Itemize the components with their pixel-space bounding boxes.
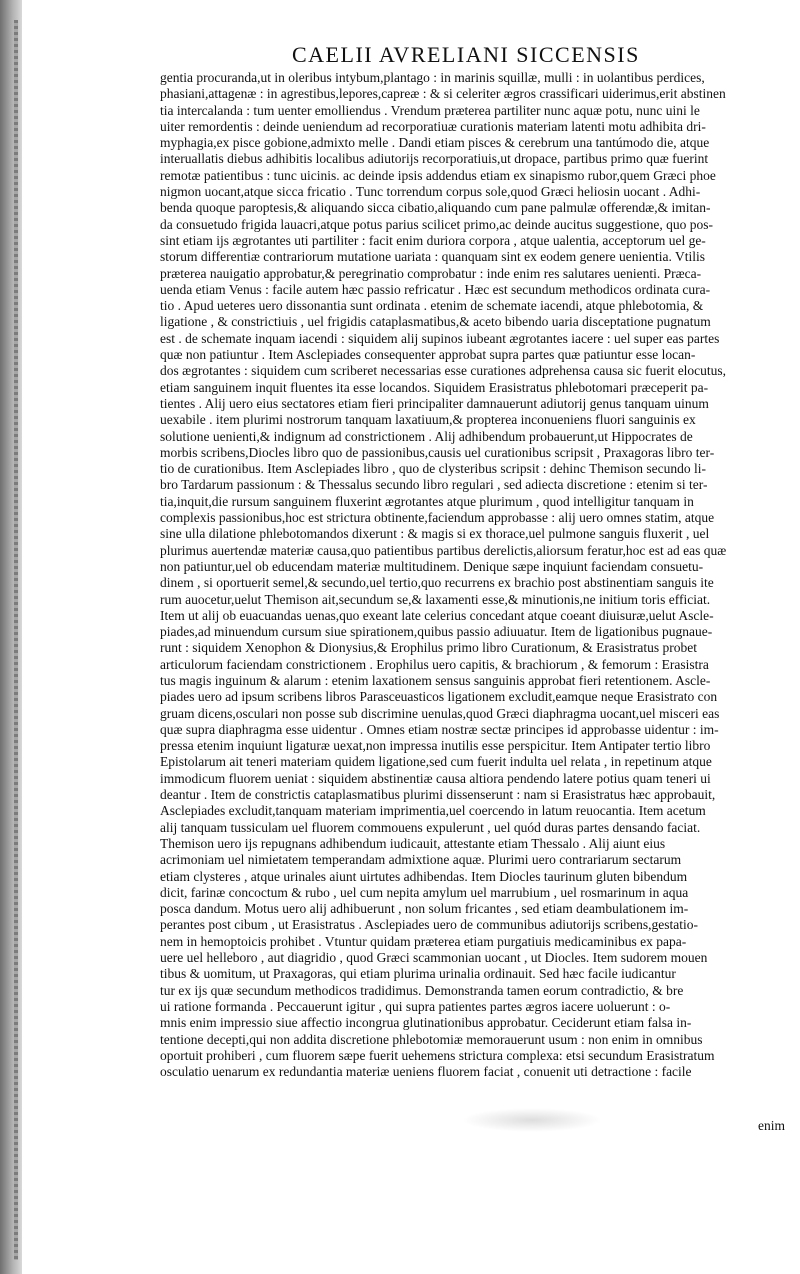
text-line: tibus & uomitum, ut Praxagoras, qui etiam plurima urinalia ordinauit. Sed hæc facile iudicantur — [160, 966, 676, 982]
text-line: morbis scribens,Diocles libro quo de passionibus,causis uel curationibus scripsit , Praxagoras libro ter- — [160, 444, 715, 460]
text-line: dinem , si oportuerit semel,& secundo,uel tertio,quo recurrens ex brachio post abstinentiam sanguis ite — [160, 575, 714, 591]
text-line: storum differentiæ contrariorum mutatione uariata : quanquam sint ex eodem genere uenientia. Vtilis — [160, 249, 705, 265]
text-line: uexabile . item plurimi nostrorum tanquam laxatiuum,& propterea inconueniens fluori sanguinis ex — [160, 412, 696, 428]
text-line: Epistolarum ait teneri materiam quidem ligatione,sed cum fuerit indulta uel relata , in repetinum atque — [160, 754, 712, 770]
text-line: nem in hemoptoicis prohibet . Vtuntur quidam præterea etiam purgatiuis medicaminibus ex papa- — [160, 933, 687, 949]
text-line: deantur . Item de constrictis cataplasmatibus plurimi dissenserunt : nam si Erasistratus hæc approbauit, — [160, 787, 716, 803]
text-line: articulorum faciendam constrictionem . Erophilus uero capitis, & brachiorum , & femorum : Erasistra — [160, 656, 709, 672]
text-line: etiam clysteres , atque urinales aiunt uirtutes adhibendas. Item Diocles taurinum gluten bibendum — [160, 868, 688, 884]
text-line: uenda etiam Venus : facile autem hæc passio refricatur . Hæc est secundum methodicos ordinata cura- — [160, 281, 711, 297]
text-line: tentione decepti,qui non addita discretione phlebotomiæ memorauerunt usum : non enim in omnibus — [160, 1031, 703, 1047]
text-line: acrimoniam uel nimietatem temperandam admixtione aquæ. Plurimi uero contrariarum sectarum — [160, 852, 682, 868]
text-line: præterea nauigatio approbatur,& peregrinatio comprobatur : inde enim res salutares uenienti. Præca- — [160, 265, 702, 281]
text-line: tientes . Alij uero eius sectatores etiam fieri principaliter damnauerunt adiutorij genus tanquam uinum — [160, 395, 709, 411]
text-line: oportuit prohiberi , cum fluorem sæpe fuerit uehemens strictura complexa: etsi secundum Erasistratum — [160, 1047, 715, 1063]
text-line: posca dandum. Motus uero alij adhibuerunt , non solum fricantes , sed etiam deambulationem im- — [160, 901, 689, 917]
text-line: tia,inquit,die rursum sanguinem fluxerint ægrotantes atque plurimum , quod intelligitur tanquam in — [160, 493, 694, 509]
text-line: sine ulla dilatione phlebotomandos dixerunt : & magis si ex thorace,uel pulmone sanguis fluxerit , uel — [160, 526, 710, 542]
text-line: uiter remordentis : deinde ueniendum ad recorporatiuæ curationis materiam latenti motu adhibita dri- — [160, 118, 706, 134]
text-line: osculatio uenarum ex redundantia materiæ ueniens fluorem faciat , conuenit uti detractione : facile — [160, 1064, 692, 1080]
text-line: tia intercalanda : tum uenter emolliendus . Vrendum præterea partiliter nunc aquæ potu, nunc uini le — [160, 102, 700, 118]
text-line: immodicum fluorem ueniat : siquidem abstinentiæ causa altiora pendendo latere potius quam teneri ui — [160, 770, 711, 786]
text-line: etiam sanguinem inquit fluentes ita esse locandos. Siquidem Erasistratus phlebotomari præceperit pa- — [160, 379, 709, 395]
text-line: Asclepiades excludit,tanquam materiam imprimentia,uel coercendo in latum reuocantia. Item acetum — [160, 803, 706, 819]
text-line: ui ratione formanda . Peccauerunt igitur , qui supra patientes partes ægros iacere uoluerunt : o- — [160, 998, 671, 1014]
text-line: piades uero ad ipsum scribens libros Parasceuasticos ligationem excludit,eamque neque Erasistrato con — [160, 689, 718, 705]
text-line: gruam dicens,osculari non posse sub discrimine uenulas,quod Græci diaphragma uocant,uel misceri eas — [160, 705, 720, 721]
text-line: bro Tardarum passionum : & Thessalus secundo libro regulari , sed adiecta discretione : etenim si ter- — [160, 477, 708, 493]
body-text — [160, 70, 800, 1080]
text-line: tur ex ijs quæ secundum methodicos tradidimus. Demonstranda tamen eorum contradictio, & bre — [160, 982, 684, 998]
text-line: rum auocetur,uelut Themison ait,secundum se,& laxamenti esse,& minutionis,ne initium toris efficiat. — [160, 591, 711, 607]
text-line: dos ægrotantes : siquidem cum scriberet necessarias esse curationes adprehensa causa sic fuerit elocutus, — [160, 363, 727, 379]
text-line: tio . Apud ueteres uero dissonantia sunt ordinata . etenim de schemate iacendi, atque phlebotomia, & — [160, 298, 704, 314]
running-head: CAELII AVRELIANI SICCENSIS — [292, 42, 640, 67]
text-line: phasiani,attagenæ : in agrestibus,lepores,capreæ : & si celeriter ægros crassificari uiderimus,erit abstinen — [160, 86, 726, 102]
text-line: uere uel helleboro , aut diagridio , quod Græci scammonian uocant , ut Diocles. Item sudorem mouen — [160, 950, 708, 966]
text-line: quæ non patiuntur . Item Asclepiades consequenter approbat supra partes quæ patiuntur esse locan- — [160, 347, 696, 363]
text-line: da consuetudo frigida lauacri,atque potus parius scilicet primo,ac deinde aucitus suggestione, quo pos- — [160, 216, 713, 232]
text-line: solutione uenienti,& indignum ad constrictionem . Alij adhibendum probauerunt,ut Hippocrates de — [160, 428, 693, 444]
text-line: mnis enim impressio siue affectio incongrua glutinationibus approbatur. Ceciderunt etiam falsa in- — [160, 1015, 692, 1031]
text-line: Item ut alij ob euacuandas uenas,quo exeant late celerius concedant atque coeant diuisuræ,uelut Ascle- — [160, 607, 714, 623]
text-line: sint etiam ijs ægrotantes uti partiliter : facit enim duriora corpora , atque ualentia, acceptorum uel ge- — [160, 232, 706, 248]
text-line: benda quoque paroptesis,& aliquando sicca cibatio,aliquando cum pane palmulæ offerendæ,& imitan- — [160, 200, 711, 216]
text-line: piades,ad minuendum cursum siue spirationem,quibus passio adiuuatur. Item de ligationibus pugnaue- — [160, 624, 713, 640]
page-gutter — [0, 0, 22, 1274]
text-line: complexis passionibus,hoc est strictura obtinente,faciendum approbasse : alij uero omnes statim, atque — [160, 510, 715, 526]
text-line: runt : siquidem Xenophon & Dionysius,& Erophilus primo libro Curationum, & Erasistratus probet — [160, 640, 697, 656]
ink-bleed — [462, 1108, 602, 1132]
text-line: non patiuntur,uel ob educendam materiæ multitudinem. Denique sæpe inquiunt faciendam consuetu- — [160, 558, 704, 574]
text-line: tus magis inguinum & alarum : etenim laxationem sensus sanguinis approbat fieri retentionem. Ascle- — [160, 672, 711, 688]
text-line: plurimus auertendæ materiæ causa,quo patientibus partibus derelictis,aliorsum feratur,hoc est ad eas quæ — [160, 542, 727, 558]
text-line: perantes post cibum , ut Erasistratus . Asclepiades uero de communibus adiutorijs scribens,gestatio- — [160, 917, 699, 933]
text-line: alij tanquam tussiculam uel fluorem commouens expulerunt , uel quód duras partes densando faciat. — [160, 819, 701, 835]
text-line: tio de curationibus. Item Asclepiades libro , quo de clysteribus scripsit : dehinc Themison secundo li- — [160, 461, 707, 477]
text-line: Themison uero ijs repugnans adhibendum iudicauit, attestante etiam Thessalo . Alij aiunt eius — [160, 835, 666, 851]
text-line: dicit, farinæ concoctum & rubo , uel cum nepita amylum uel marrubium , uel rosmarinum in aqua — [160, 884, 689, 900]
text-line: est . de schemate inquam iacendi : siquidem alij supinos iubeant ægrotantes iacere : uel super eas partes — [160, 330, 720, 346]
text-line: nigmon uocant,atque sicca fricatio . Tunc torrendum corpus sole,quod Græci heliosin uocant . Adhi- — [160, 184, 701, 200]
text-line: myphagia,ex pisce gobione,admixto melle . Dandi etiam pisces & cerebrum una tantúmodo die, atque — [160, 135, 710, 151]
binding-edge — [14, 20, 18, 1260]
text-line: pressa etenim inquiunt ligaturæ uexat,non impressa inutilis esse perspicitur. Item Antipater tertio libro — [160, 738, 711, 754]
book-page — [22, 0, 800, 1274]
text-line: ligatione , & constrictiuis , uel frigidis cataplasmatibus,& aceto bibendo uaria disceptatione pugnatum — [160, 314, 711, 330]
text-line: quæ supra diaphragma esse uidentur . Omnes etiam nostræ sectæ principes id approbasse uidentur : im- — [160, 721, 719, 737]
text-line: remotæ patientibus : tunc uicinis. ac deinde ipsis addendus etiam ex sinapismo rubor,quem Græci phoe — [160, 167, 716, 183]
catchword: enim — [758, 1118, 785, 1133]
text-line: interuallatis diebus adhibitis localibus adiutorijs recorporatiuis,ut dropace, partibus primo quæ fuerint — [160, 151, 709, 167]
text-line: gentia procuranda,ut in oleribus intybum,plantago : in marinis squillæ, mulli : in uolantibus perdices, — [160, 70, 705, 85]
